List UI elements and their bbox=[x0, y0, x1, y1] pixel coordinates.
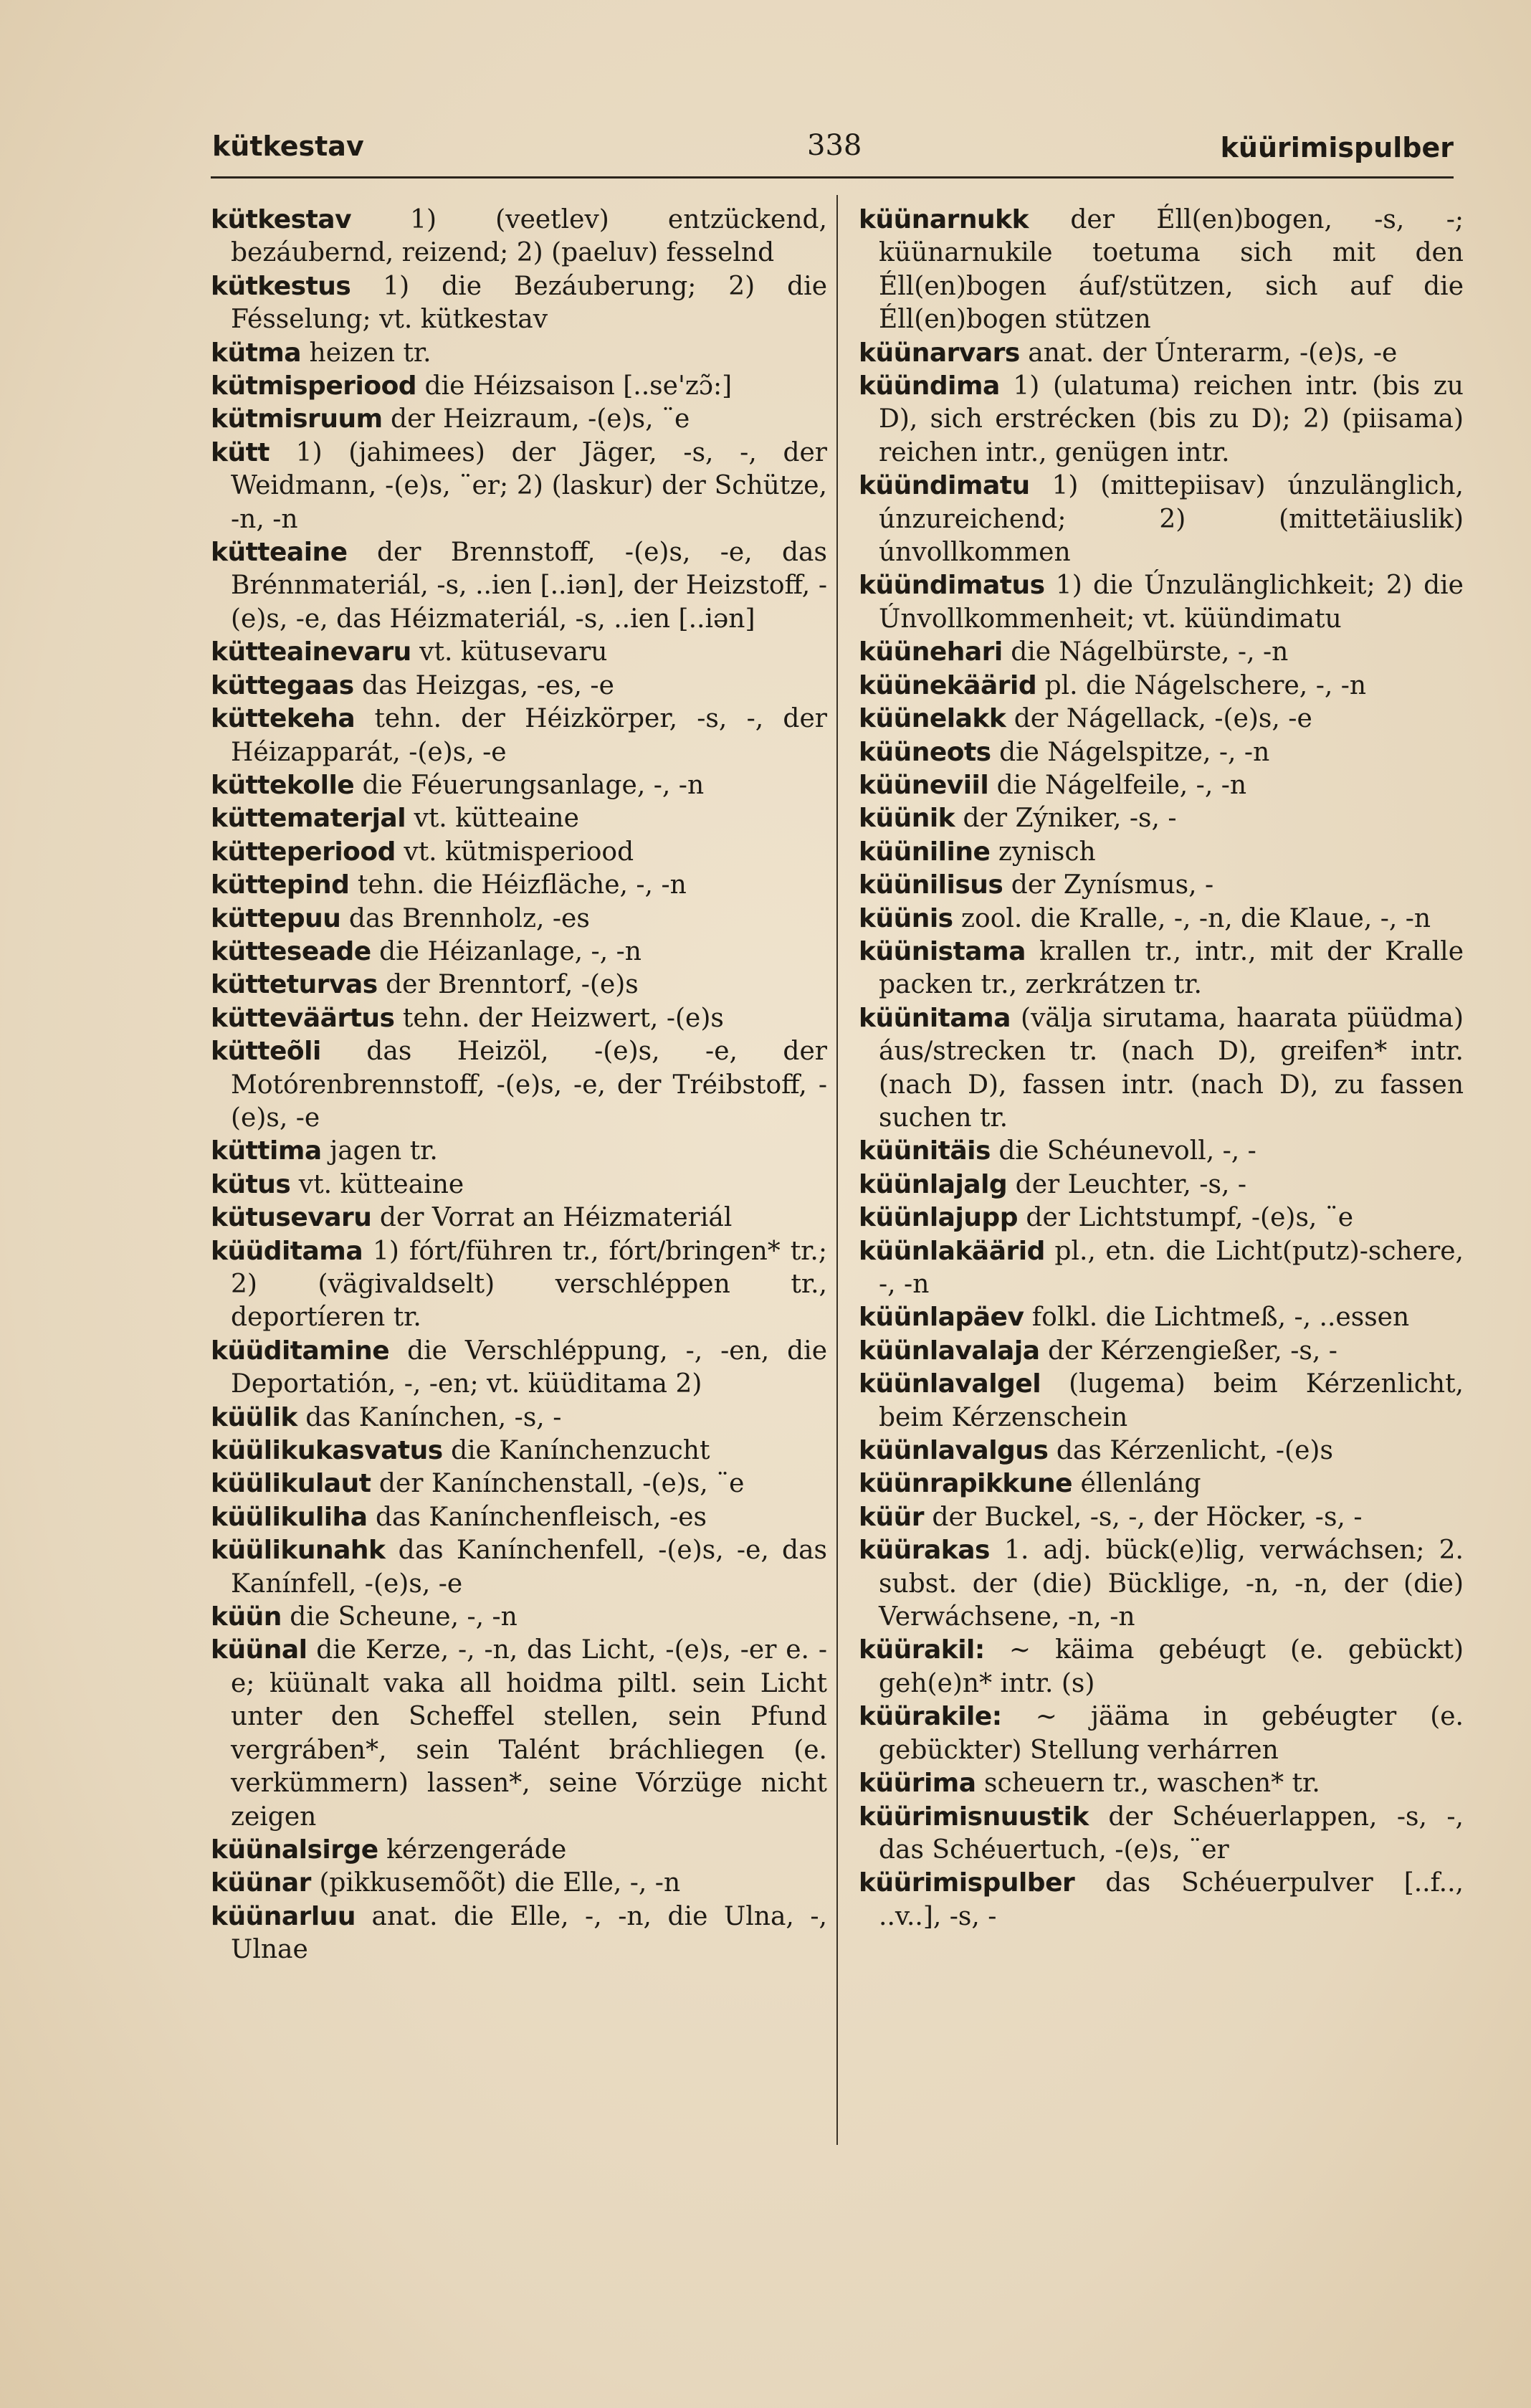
dictionary-entry bbox=[859, 204, 1464, 337]
entry-headword: küünlapäev bbox=[859, 1303, 1024, 1333]
entry-definition: das Kanínchenfell, -(e)s, -e, das Kanínfell, -(e)s, -e bbox=[231, 1536, 827, 1599]
entry-definition: tehn. die Héizfläche, -, -n bbox=[349, 870, 687, 900]
entry-definition: éllenláng bbox=[1072, 1469, 1201, 1499]
dictionary-entry bbox=[211, 337, 827, 370]
entry-headword: küünlavalgel bbox=[859, 1369, 1041, 1399]
entry-headword: küünarluu bbox=[211, 1901, 356, 1931]
entry-definition: die Schéunevoll, -, - bbox=[990, 1136, 1256, 1166]
dictionary-entry bbox=[859, 802, 1464, 835]
dictionary-entry bbox=[859, 1201, 1464, 1234]
entry-definition: (lugema) beim Kérzenlicht, beim Kérzenschein bbox=[879, 1369, 1464, 1432]
entry-definition: die Kerze, -, -n, das Licht, -(e)s, -er e. -e; küünalt vaka all hoidma piltl. sein Licht unter den Scheffel stellen, sein Pfund vergráben*, sein Talént bráchliegen (e. verkümmern) lassen*, seine Vórzüge nicht zeigen bbox=[231, 1635, 827, 1832]
entry-headword: kütmisperiood bbox=[211, 371, 417, 401]
entry-definition: die Héizsaison [..se'zɔ̃:] bbox=[416, 371, 733, 401]
entry-headword: kütteseade bbox=[211, 936, 371, 966]
entry-headword: küündimatus bbox=[859, 571, 1045, 601]
entry-definition: (pikkusemõõt) die Elle, -, -n bbox=[310, 1868, 681, 1898]
entry-definition: pl. die Nágelschere, -, -n bbox=[1036, 670, 1367, 700]
entry-headword: küüditamine bbox=[211, 1336, 390, 1366]
entry-headword: küünarvars bbox=[859, 338, 1020, 368]
entry-headword: küürakil: bbox=[859, 1635, 985, 1665]
dictionary-entry bbox=[211, 1601, 827, 1634]
dictionary-entry bbox=[859, 337, 1464, 370]
entry-headword: küünitama bbox=[859, 1003, 1011, 1033]
entry-definition: der Buckel, -s, -, der Höcker, -s, - bbox=[923, 1502, 1363, 1532]
entry-headword: küülikuliha bbox=[211, 1502, 368, 1532]
dictionary-entry bbox=[859, 1501, 1464, 1534]
entry-headword: küünar bbox=[211, 1868, 311, 1898]
entry-definition: die Féuerungsanlage, -, -n bbox=[354, 770, 705, 800]
dictionary-entry bbox=[859, 470, 1464, 569]
entry-definition: vt. kütteaine bbox=[406, 804, 579, 834]
dictionary-entry bbox=[211, 270, 827, 337]
dictionary-entry bbox=[859, 1235, 1464, 1302]
dictionary-entry bbox=[859, 903, 1464, 936]
entry-definition: zool. die Kralle, -, -n, die Klaue, -, -n bbox=[953, 903, 1431, 933]
entry-headword: küürimisnuustik bbox=[859, 1802, 1089, 1832]
entry-definition: scheuern tr., waschen* tr. bbox=[976, 1769, 1320, 1799]
entry-headword: küttepind bbox=[211, 870, 350, 900]
entry-headword: küttematerjal bbox=[211, 804, 406, 834]
dictionary-entry bbox=[211, 1634, 827, 1833]
column-divider bbox=[836, 195, 838, 2145]
header-rule bbox=[211, 176, 1454, 179]
entry-headword: kütt bbox=[211, 437, 270, 467]
entry-headword: küttepuu bbox=[211, 903, 341, 933]
entry-definition: vt. kütmisperiood bbox=[395, 837, 634, 867]
entry-definition: das Kérzenlicht, -(e)s bbox=[1048, 1436, 1333, 1466]
page-number: 338 bbox=[807, 129, 862, 162]
entry-headword: kütus bbox=[211, 1169, 291, 1199]
entry-definition: der Lichtstumpf, -(e)s, ¨e bbox=[1017, 1203, 1354, 1233]
entry-headword: küttegaas bbox=[211, 670, 354, 700]
entry-headword: kütteainevaru bbox=[211, 637, 411, 667]
entry-definition: die Kanínchenzucht bbox=[442, 1436, 710, 1466]
entry-headword: küülik bbox=[211, 1402, 297, 1432]
entry-definition: der Heizraum, -(e)s, ¨e bbox=[382, 404, 690, 434]
entry-headword: kütkestav bbox=[211, 205, 352, 234]
entry-headword: küttekeha bbox=[211, 704, 356, 734]
dictionary-entry bbox=[211, 1135, 827, 1168]
dictionary-entry bbox=[859, 1801, 1464, 1867]
entry-definition: jagen tr. bbox=[321, 1136, 438, 1166]
dictionary-entry bbox=[859, 1368, 1464, 1434]
entry-headword: küülikukasvatus bbox=[211, 1436, 443, 1466]
right-column bbox=[859, 204, 1464, 1933]
entry-headword: küünlakäärid bbox=[859, 1236, 1045, 1266]
entry-definition: 1) (mittepiisav) únzulänglich, únzureichend; 2) (mittetäiuslik) únvollkommen bbox=[879, 471, 1464, 568]
dictionary-entry bbox=[211, 703, 827, 769]
dictionary-entry bbox=[859, 769, 1464, 802]
entry-headword: küülikulaut bbox=[211, 1469, 371, 1499]
entry-definition: (välja sirutama, haarata püüdma) áus/strecken tr. (nach D), greifen* intr. (nach D), fassen intr. (nach D), zu fassen suchen tr. bbox=[879, 1003, 1464, 1133]
entry-definition: vt. kütteaine bbox=[290, 1169, 464, 1199]
header-last-entry: küürimispulber bbox=[1220, 132, 1454, 163]
entry-definition: anat. der Únterarm, -(e)s, -e bbox=[1019, 338, 1398, 368]
entry-definition: kérzengeráde bbox=[378, 1834, 567, 1865]
dictionary-entry bbox=[859, 1467, 1464, 1500]
entry-headword: küüneviil bbox=[859, 770, 989, 800]
entry-headword: küünitäis bbox=[859, 1136, 991, 1166]
dictionary-entry bbox=[859, 670, 1464, 703]
entry-definition: tehn. der Héizkörper, -s, -, der Héizapparát, -(e)s, -e bbox=[231, 704, 827, 767]
entry-definition: folkl. die Lichtmeß, -, ..essen bbox=[1024, 1303, 1410, 1333]
dictionary-entry bbox=[859, 1534, 1464, 1634]
entry-definition: das Kanínchen, -s, - bbox=[297, 1402, 562, 1432]
entry-definition: der Éll(en)bogen, -s, -; küünarnukile toetuma sich mit den Éll(en)bogen áuf/stützen, sich auf die Éll(en)bogen stützen bbox=[879, 205, 1464, 335]
entry-headword: kütteturvas bbox=[211, 970, 378, 1000]
entry-definition: 1) die Únzulänglichkeit; 2) die Únvollkommenheit; vt. küündimatu bbox=[879, 571, 1464, 634]
entry-definition: 1) (veetlev) entzückend, bezáubernd, reizend; 2) (paeluv) fesselnd bbox=[231, 205, 827, 268]
dictionary-entry bbox=[211, 769, 827, 802]
dictionary-entry bbox=[211, 403, 827, 436]
dictionary-entry bbox=[211, 1201, 827, 1234]
dictionary-entry bbox=[211, 969, 827, 1001]
entry-definition: das Schéuerpulver [..f.., ..v..], -s, - bbox=[879, 1868, 1464, 1931]
dictionary-entry bbox=[211, 1169, 827, 1201]
entry-definition: ~ käima gebéugt (e. gebückt) geh(e)n* intr. (s) bbox=[879, 1635, 1464, 1698]
entry-definition: 1) (ulatuma) reichen intr. (bis zu D), sich erstrécken (bis zu D); 2) (piisama) reichen intr., genügen intr. bbox=[879, 371, 1464, 467]
dictionary-entry bbox=[211, 1501, 827, 1534]
entry-headword: kütkestus bbox=[211, 271, 351, 301]
entry-definition: der Leuchter, -s, - bbox=[1007, 1169, 1246, 1199]
dictionary-entry bbox=[859, 1767, 1464, 1800]
entry-definition: tehn. der Heizwert, -(e)s bbox=[394, 1003, 724, 1033]
entry-headword: küündimatu bbox=[859, 471, 1030, 501]
entry-definition: der Zynísmus, - bbox=[1003, 870, 1214, 900]
entry-definition: 1) (jahimees) der Jäger, -s, -, der Weidmann, -(e)s, ¨er; 2) (laskur) der Schütze, -n, -n bbox=[231, 437, 827, 534]
dictionary-entry bbox=[211, 1834, 827, 1867]
entry-headword: küülikunahk bbox=[211, 1536, 386, 1566]
entry-headword: küünis bbox=[859, 903, 953, 933]
entry-definition: zynisch bbox=[990, 837, 1096, 867]
entry-headword: küüneots bbox=[859, 737, 991, 767]
dictionary-entry bbox=[859, 1002, 1464, 1136]
dictionary-entry bbox=[211, 1434, 827, 1467]
entry-headword: küünlajalg bbox=[859, 1169, 1008, 1199]
dictionary-entry bbox=[211, 204, 827, 270]
dictionary-entry bbox=[211, 1035, 827, 1135]
entry-headword: küüditama bbox=[211, 1236, 363, 1266]
entry-headword: küüniline bbox=[859, 837, 991, 867]
entry-headword: kütmisruum bbox=[211, 404, 383, 434]
dictionary-entry bbox=[211, 437, 827, 536]
dictionary-entry bbox=[211, 370, 827, 403]
dictionary-entry bbox=[211, 1867, 827, 1900]
entry-headword: küttima bbox=[211, 1136, 322, 1166]
entry-definition: der Schéuerlappen, -s, -, das Schéuertuch, -(e)s, ¨er bbox=[879, 1802, 1464, 1865]
entry-definition: die Nágelspitze, -, -n bbox=[991, 737, 1270, 767]
dictionary-entry bbox=[211, 836, 827, 869]
dictionary-entry bbox=[859, 569, 1464, 636]
dictionary-entry bbox=[859, 736, 1464, 769]
entry-definition: vt. kütusevaru bbox=[411, 637, 608, 667]
dictionary-entry bbox=[859, 1634, 1464, 1700]
entry-definition: der Brenntorf, -(e)s bbox=[377, 970, 639, 1000]
entry-definition: anat. die Elle, -, -n, die Ulna, -, Ulnae bbox=[231, 1901, 827, 1965]
entry-headword: küürima bbox=[859, 1769, 976, 1799]
dictionary-entry bbox=[859, 370, 1464, 470]
dictionary-entry bbox=[211, 1402, 827, 1434]
entry-headword: küün bbox=[211, 1602, 282, 1632]
entry-definition: die Nágelbürste, -, -n bbox=[1002, 637, 1289, 667]
dictionary-entry bbox=[859, 1169, 1464, 1201]
entry-definition: 1) die Bezáuberung; 2) die Fésselung; vt. kütkestav bbox=[231, 271, 827, 335]
entry-definition: der Vorrat an Héizmateriál bbox=[371, 1203, 733, 1233]
dictionary-entry bbox=[859, 1135, 1464, 1168]
entry-headword: küünlavalgus bbox=[859, 1436, 1049, 1466]
entry-headword: küünlavalaja bbox=[859, 1336, 1040, 1366]
dictionary-entry bbox=[859, 869, 1464, 902]
dictionary-entry bbox=[859, 936, 1464, 1002]
entry-headword: küür bbox=[859, 1502, 924, 1532]
entry-definition: krallen tr., intr., mit der Kralle packen tr., zerkrátzen tr. bbox=[879, 936, 1464, 1000]
dictionary-entry bbox=[211, 670, 827, 703]
entry-headword: küürimispulber bbox=[859, 1868, 1075, 1898]
entry-definition: der Brennstoff, -(e)s, -e, das Brénnmateriál, -s, ..ien [..iən], der Heizstoff, -(e)s, -e, das Héizmateriál, -s, ..ien [..iən] bbox=[231, 538, 827, 634]
entry-definition: das Brennholz, -es bbox=[340, 903, 590, 933]
entry-definition: der Kérzengießer, -s, - bbox=[1039, 1336, 1337, 1366]
entry-definition: die Héizanlage, -, -n bbox=[371, 936, 642, 966]
entry-headword: kütteõli bbox=[211, 1037, 321, 1067]
entry-definition: der Nágellack, -(e)s, -e bbox=[1006, 704, 1312, 734]
dictionary-entry bbox=[211, 1900, 827, 1967]
entry-definition: die Scheune, -, -n bbox=[281, 1602, 518, 1632]
entry-headword: kütteperiood bbox=[211, 837, 396, 867]
entry-headword: küünalsirge bbox=[211, 1834, 378, 1865]
entry-headword: küünik bbox=[859, 804, 955, 834]
dictionary-entry bbox=[859, 836, 1464, 869]
entry-headword: kütma bbox=[211, 338, 302, 368]
entry-headword: küürakas bbox=[859, 1536, 990, 1566]
page-header bbox=[212, 123, 1454, 173]
dictionary-entry bbox=[211, 869, 827, 902]
dictionary-entry bbox=[859, 1335, 1464, 1368]
entry-definition: 1. adj. bück(e)lig, verwáchsen; 2. subst. der (die) Bücklige, -n, -n, der (die) Verwáchsene, -n, -n bbox=[879, 1536, 1464, 1632]
dictionary-entry bbox=[859, 1301, 1464, 1334]
entry-headword: küttekolle bbox=[211, 770, 355, 800]
dictionary-entry bbox=[211, 1235, 827, 1335]
entry-headword: küünal bbox=[211, 1635, 307, 1665]
entry-headword: küünelakk bbox=[859, 704, 1006, 734]
dictionary-entry bbox=[859, 1867, 1464, 1933]
left-column bbox=[211, 204, 827, 1967]
entry-headword: küürakile: bbox=[859, 1702, 1002, 1732]
entry-definition: der Zýniker, -s, - bbox=[955, 804, 1177, 834]
entry-headword: küündima bbox=[859, 371, 1000, 401]
entry-definition: die Nágelfeile, -, -n bbox=[988, 770, 1247, 800]
entry-definition: das Heizöl, -(e)s, -e, der Motórenbrennstoff, -(e)s, -e, der Tréibstoff, -(e)s, -e bbox=[231, 1037, 827, 1133]
entry-headword: küünekäärid bbox=[859, 670, 1037, 700]
dictionary-entry bbox=[859, 1434, 1464, 1467]
entry-definition: der Kanínchenstall, -(e)s, ¨e bbox=[371, 1469, 745, 1499]
dictionary-entry bbox=[211, 636, 827, 669]
dictionary-entry bbox=[211, 536, 827, 636]
entry-definition: das Heizgas, -es, -e bbox=[353, 670, 614, 700]
entry-definition: pl., etn. die Licht(putz)-schere, -, -n bbox=[879, 1236, 1464, 1299]
entry-definition: heizen tr. bbox=[301, 338, 431, 368]
dictionary-entry bbox=[211, 802, 827, 835]
entry-definition: ~ jääma in gebéugter (e. gebückter) Stellung verhárren bbox=[879, 1702, 1464, 1765]
dictionary-entry bbox=[859, 636, 1464, 669]
entry-headword: kütteaine bbox=[211, 538, 348, 568]
entry-definition: die Verschléppung, -, -en, die Deportatión, -, -en; vt. küüditama 2) bbox=[231, 1336, 827, 1399]
entry-headword: küünehari bbox=[859, 637, 1003, 667]
entry-headword: küünilisus bbox=[859, 870, 1003, 900]
dictionary-entry bbox=[211, 903, 827, 936]
dictionary-entry bbox=[211, 1002, 827, 1035]
dictionary-entry bbox=[859, 703, 1464, 736]
entry-headword: küünistama bbox=[859, 936, 1026, 966]
dictionary-entry bbox=[211, 1467, 827, 1500]
entry-headword: kütusevaru bbox=[211, 1203, 372, 1233]
dictionary-entry bbox=[211, 1335, 827, 1402]
entry-headword: küünarnukk bbox=[859, 205, 1029, 234]
entry-headword: kütteväärtus bbox=[211, 1003, 395, 1033]
entry-headword: küünrapikkune bbox=[859, 1469, 1073, 1499]
entry-definition: 1) fórt/führen tr., fórt/bringen* tr.; 2) (vägivaldselt) verschléppen tr., deportíeren tr. bbox=[231, 1236, 827, 1333]
header-first-entry: kütkestav bbox=[212, 130, 364, 162]
dictionary-entry bbox=[211, 1534, 827, 1601]
dictionary-entry bbox=[859, 1700, 1464, 1767]
entry-headword: küünlajupp bbox=[859, 1203, 1018, 1233]
dictionary-entry bbox=[211, 936, 827, 969]
entry-definition: das Kanínchenfleisch, -es bbox=[367, 1502, 707, 1532]
